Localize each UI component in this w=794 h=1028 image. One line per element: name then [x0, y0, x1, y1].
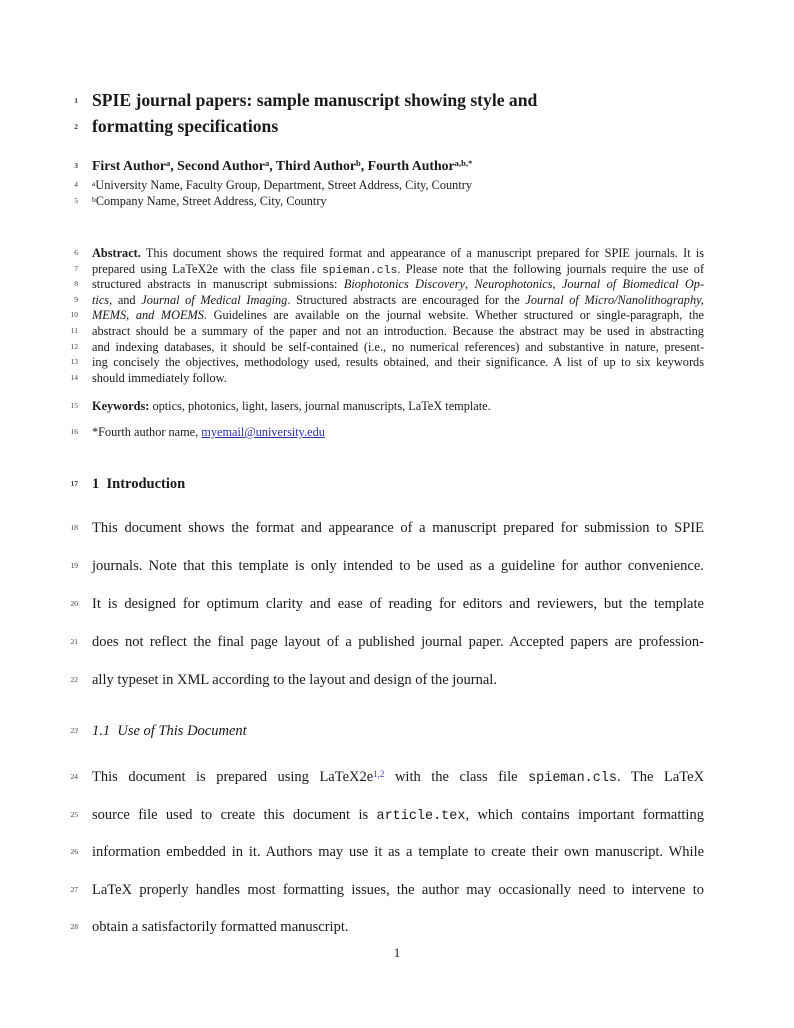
line-text [92, 277, 704, 291]
line-number: 27 [70, 885, 78, 894]
line-number: 15 [70, 401, 78, 410]
line-number: 9 [74, 295, 78, 304]
text-segment: This document shows the required format and appearance of a manuscript prepared for SPIE journals. It is [140, 246, 705, 260]
line-text [92, 308, 704, 322]
text-segment: . Please note that the following journals require the use of [397, 262, 705, 276]
text-segment: . Structured abstracts are encouraged for the [287, 293, 526, 307]
text-segment: Company Name, Street Address, City, Country [95, 194, 327, 208]
text-segment: formatting specifications [92, 116, 279, 136]
text-line-23 [70, 721, 704, 741]
page-number: 1 [393, 945, 401, 960]
email-link[interactable]: myemail@university.edu [201, 425, 325, 439]
text-segment: 1 Introduction [92, 476, 186, 492]
line-number: 18 [70, 523, 78, 532]
text-segment: abstract should be a summary of the paper and not an introduction. Because the abstract may be used in abstracting [92, 324, 704, 338]
line-text [92, 476, 185, 492]
text-segment: journals. Note that this template is only intended to be used as a guideline for author convenience. [92, 558, 704, 574]
text-segment: Journal of Medical Imaging [141, 293, 288, 307]
line-number: 7 [74, 264, 78, 273]
text-line-17 [70, 474, 704, 494]
line-number: 23 [70, 726, 78, 735]
text-segment: This document shows the format and appearance of a manuscript prepared for submission to SPIE [92, 520, 704, 536]
line-text [92, 425, 325, 439]
text-segment: does not reflect the final page layout of a published journal paper. Accepted papers are profession- [92, 634, 704, 650]
line-text [92, 807, 704, 823]
line-text [92, 293, 704, 307]
line-text [92, 340, 704, 354]
line-text [92, 723, 247, 739]
text-segment: , [464, 277, 475, 291]
text-segment: structured abstracts in manuscript submissions: [92, 277, 344, 291]
line-number: 5 [74, 196, 78, 205]
line-number: 16 [70, 427, 78, 436]
line-text [92, 634, 704, 650]
line-text [92, 324, 704, 338]
text-segment: a [92, 178, 96, 188]
text-line-10 [70, 307, 704, 323]
line-number: 8 [74, 279, 78, 288]
text-segment: Journal of Micro/Nanolithography, [525, 293, 704, 307]
line-text [92, 90, 537, 110]
text-line-16 [70, 424, 704, 440]
text-line-26 [70, 842, 705, 862]
line-text [92, 116, 278, 136]
text-line-27 [70, 880, 705, 900]
text-segment: , Fourth Author [360, 158, 455, 173]
text-segment: b [92, 194, 96, 204]
text-line-25 [70, 805, 704, 827]
text-segment: a,b,* [454, 158, 473, 169]
text-line-13 [70, 354, 704, 370]
line-number: 13 [70, 357, 78, 366]
line-text [92, 919, 349, 935]
text-line-24 [70, 767, 705, 789]
line-number: 25 [70, 810, 78, 819]
text-line-9 [74, 292, 704, 308]
text-segment: , Second Author [170, 158, 265, 173]
text-segment: , [552, 277, 562, 291]
text-line-3 [74, 157, 704, 176]
line-text [92, 558, 704, 574]
text-segment: Abstract. [92, 246, 141, 260]
text-segment: Keywords: [92, 399, 150, 413]
text-line-2 [74, 114, 704, 139]
text-segment: First Author [92, 158, 166, 173]
line-number: 10 [70, 310, 78, 319]
line-number: 3 [74, 161, 78, 170]
line-text [92, 596, 704, 612]
text-segment: . Guidelines are available on the journal website. Whether structured or single-paragraph, the [203, 308, 704, 322]
citation-ref: 1,2 [373, 768, 385, 779]
line-text [92, 371, 227, 385]
text-line-18 [70, 518, 704, 538]
text-segment: . The LaTeX [617, 769, 705, 785]
text-line-11 [70, 323, 704, 339]
text-segment: *Fourth author name, [92, 425, 202, 439]
line-number: 24 [70, 772, 78, 781]
text-segment: ally typeset in XML according to the layout and design of the journal. [92, 672, 497, 688]
text-segment: tics [92, 293, 110, 307]
line-text [92, 194, 327, 208]
line-number: 14 [70, 373, 78, 382]
line-text [92, 246, 704, 260]
line-text [92, 520, 704, 536]
text-segment: Biophotonics Discovery [343, 277, 465, 291]
text-segment: University Name, Faculty Group, Department, Street Address, City, Country [95, 178, 472, 192]
text-segment: and indexing databases, it should be self-contained (i.e., no numerical references) and substantive in nature, present- [92, 340, 705, 354]
text-segment: article.tex [376, 809, 466, 824]
text-segment: information embedded in it. Authors may use it as a template to create their own manuscript. While [92, 844, 705, 860]
text-segment: ing concisely the objectives, methodology used, results obtained, and their significance. A list of up to six keywords [92, 355, 704, 369]
text-segment: optics, photonics, light, lasers, journal manuscripts, LaTeX template. [149, 399, 491, 413]
text-line-6 [74, 245, 705, 261]
line-number: 22 [70, 675, 78, 684]
line-number: 11 [70, 326, 78, 335]
text-segment: Journal of Biomedical Op- [561, 277, 705, 291]
line-number: 20 [70, 599, 78, 608]
line-text [92, 672, 497, 688]
text-line-5 [74, 193, 704, 211]
line-number: 19 [70, 561, 78, 570]
text-line-8 [74, 276, 705, 292]
line-number: 17 [70, 479, 78, 488]
text-segment: , which contains important formatting [465, 807, 704, 823]
line-number: 6 [74, 248, 78, 257]
text-segment: , Third Author [269, 158, 356, 173]
text-segment: spieman.cls [321, 264, 398, 277]
text-segment: LaTeX properly handles most formatting issues, the author may occasionally need to intervene to [92, 882, 705, 898]
text-segment: should immediately follow. [92, 371, 227, 385]
line-number: 2 [74, 122, 78, 131]
line-text [92, 262, 704, 276]
line-text [92, 355, 704, 369]
text-line-14 [70, 370, 704, 386]
text-line-1 [74, 88, 704, 113]
line-text [92, 399, 491, 413]
text-segment: This document is prepared using LaTeX2e [92, 769, 374, 785]
text-line-19 [70, 556, 704, 576]
text-segment: prepared using LaTeX2e with the class file [92, 262, 322, 276]
text-segment: obtain a satisfactorily formatted manuscript. [92, 919, 349, 935]
text-segment: spieman.cls [528, 771, 618, 786]
line-number: 28 [70, 922, 78, 931]
text-segment: a [264, 158, 270, 169]
line-number: 26 [70, 847, 78, 856]
line-text [92, 178, 472, 192]
text-segment: Neurophotonics [474, 277, 553, 291]
text-line-22 [70, 670, 704, 690]
line-number: 4 [74, 180, 78, 189]
text-segment: 1.1 Use of This Document [92, 723, 247, 739]
text-segment: with the class file [384, 769, 529, 785]
text-line-21 [70, 632, 704, 652]
text-segment: b [356, 158, 361, 169]
line-text [92, 769, 704, 785]
line-number: 1 [74, 96, 78, 105]
line-text [92, 882, 704, 898]
text-line-12 [70, 339, 705, 355]
line-text [92, 844, 704, 860]
text-line-20 [70, 594, 704, 614]
text-segment: MEMS, and MOEMS [92, 308, 204, 322]
text-segment: a [165, 158, 171, 169]
text-segment: It is designed for optimum clarity and ease of reading for editors and reviewers, but the template [92, 596, 704, 612]
line-text [92, 158, 472, 173]
line-number: 12 [70, 342, 78, 351]
text-segment: , and [109, 293, 142, 307]
text-segment: source file used to create this document is [92, 807, 377, 823]
text-segment: SPIE journal papers: sample manuscript showing style and [92, 90, 538, 110]
line-number: 21 [70, 637, 78, 646]
text-line-15 [70, 398, 704, 414]
text-line-28 [70, 917, 704, 937]
